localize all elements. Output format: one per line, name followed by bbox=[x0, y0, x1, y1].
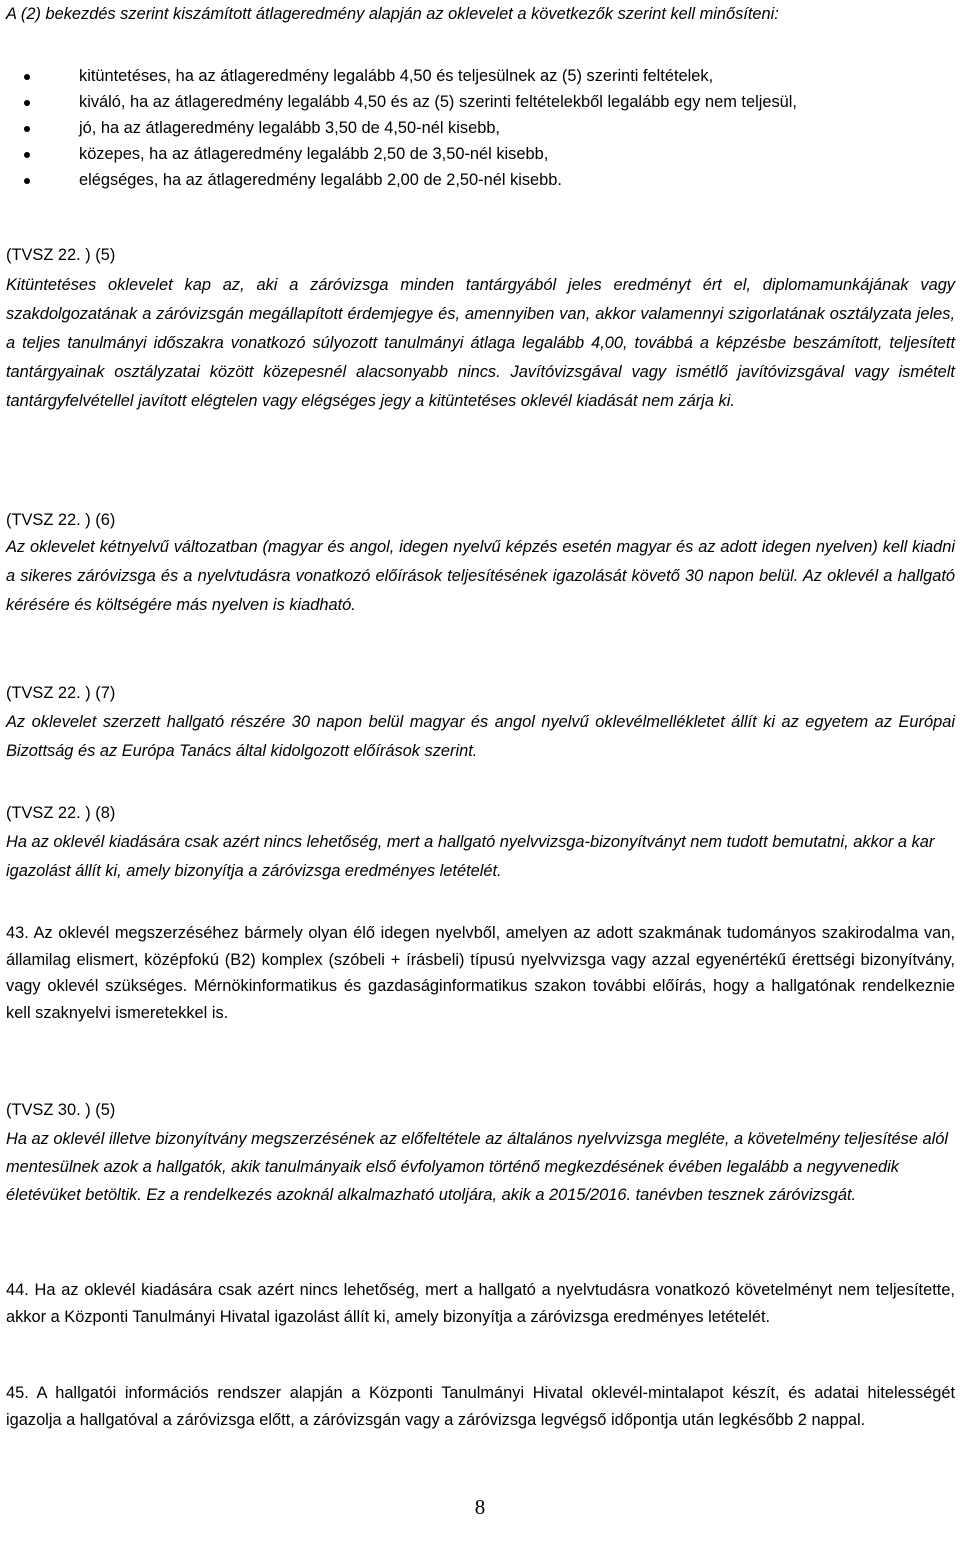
section-paragraph: Az oklevelet szerzett hallgató részére 30 napon belül magyar és angol nyelvű oklevélmellékletet állít ki az egyetem az Európai Bizottság és az Európa Tanács által kidolgozott előírások szerint. bbox=[6, 713, 955, 760]
bullet-icon bbox=[24, 100, 30, 106]
bullet-icon bbox=[24, 152, 30, 158]
section-reference: (TVSZ 22. ) (5) bbox=[6, 246, 116, 264]
list-item: kitüntetéses, ha az átlageredmény legalább 4,50 és teljesülnek az (5) szerinti feltételek, bbox=[0, 63, 945, 89]
section-reference: (TVSZ 30. ) (5) bbox=[6, 1101, 116, 1119]
numbered-paragraph-44: 44. Ha az oklevél kiadására csak azért nincs lehetőség, mert a hallgató a nyelvtudásra vonatkozó követelményt nem teljesítette, akkor a Központi Tanulmányi Hivatal igazolást állít ki, amely bizonyítja a záróvizsga eredményes letételét. bbox=[6, 1281, 955, 1326]
list-item: elégséges, ha az átlageredmény legalább 2,00 de 2,50-nél kisebb. bbox=[0, 167, 945, 193]
bullet-icon bbox=[24, 178, 30, 184]
list-item: közepes, ha az átlageredmény legalább 2,50 de 3,50-nél kisebb, bbox=[0, 141, 945, 167]
list-item: kiváló, ha az átlageredmény legalább 4,50 és az (5) szerinti feltételekből legalább egy nem teljesül, bbox=[0, 89, 945, 115]
section-paragraph: Ha az oklevél kiadására csak azért nincs lehetőség, mert a hallgató nyelvvizsga-bizonyítványt nem tudott bemutatni, akkor a kar igazolást állít ki, amely bizonyítja a záróvizsga eredményes letételét. bbox=[6, 833, 935, 880]
section-reference: (TVSZ 22. ) (8) bbox=[6, 804, 116, 822]
section-paragraph: Kitüntetéses oklevelet kap az, aki a záróvizsga minden tantárgyából jeles eredményt ért el, diplomamunkájának vagy szakdolgozatának a záróvizsgán megállapított érdemjegye és, amennyiben van, akkor valamennyi szigorlatának osztályzata jeles, a teljes tanulmányi időszakra vonatkozó súlyozott tanulmányi átlaga legalább 4,00, továbbá a képzésbe beszámított, teljesített tantárgyainak osztályzatai között közepesnél alacsonyabb nincs. Javítóvizsgával vagy ismétlő javítóvizsgával vagy ismételt tantárgyfelvétellel javított elégtelen vagy elégséges jegy a kitüntetéses oklevél kiadását nem zárja ki. bbox=[6, 276, 955, 410]
numbered-paragraph-45: 45. A hallgatói információs rendszer alapján a Központi Tanulmányi Hivatal oklevél-mintalapot készít, és adatai hitelességét igazolja a hallgatóval a záróvizsga előtt, a záróvizsgán vagy a záróvizsga legvégső időpontja után legkésőbb 2 nappal. bbox=[6, 1384, 955, 1429]
section-paragraph: Ha az oklevél illetve bizonyítvány megszerzésének az előfeltétele az általános nyelvvizsga megléte, a követelmény teljesítése alól mentesülnek azok a hallgatók, akik tanulmányaik első évfolyamon történő megkezdésének évében legalább a negyvenedik életévüket betöltik. Ez a rendelkezés azoknál alkalmazható utoljára, akik a 2015/2016. tanévben tesznek záróvizsgát. bbox=[6, 1130, 949, 1204]
bullet-icon bbox=[24, 74, 30, 80]
numbered-paragraph-43: 43. Az oklevél megszerzéséhez bármely olyan élő idegen nyelvből, amelyen az adott szakmának tudományos szakirodalma van, államilag elismert, középfokú (B2) komplex (szóbeli + írásbeli) típusú nyelvvizsga vagy azzal egyenértékű érettségi bizonyítvány, vagy oklevél szükséges. Mérnökinformatikus és gazdaságinformatikus szakon további előírás, hogy a hallgatónak rendelkeznie kell szaknyelvi ismeretekkel is. bbox=[6, 924, 955, 1022]
bullet-icon bbox=[24, 126, 30, 132]
list-item: jó, ha az átlageredmény legalább 3,50 de 4,50-nél kisebb, bbox=[0, 115, 945, 141]
qualification-list bbox=[0, 63, 945, 193]
section-reference: (TVSZ 22. ) (7) bbox=[6, 684, 116, 702]
section-reference: (TVSZ 22. ) (6) bbox=[6, 511, 116, 529]
page-number: 8 bbox=[474, 1495, 486, 1519]
section-paragraph: Az oklevelet kétnyelvű változatban (magyar és angol, idegen nyelvű képzés esetén magyar és az adott idegen nyelven) kell kiadni a sikeres záróvizsga és a nyelvtudásra vonatkozó előírások teljesítésének igazolását követő 30 napon belül. Az oklevél a hallgató kérésére és költségére más nyelven is kiadható. bbox=[6, 538, 955, 614]
intro-paragraph: A (2) bekezdés szerint kiszámított átlageredmény alapján az oklevelet a következők szerint kell minősíteni: bbox=[6, 5, 779, 23]
